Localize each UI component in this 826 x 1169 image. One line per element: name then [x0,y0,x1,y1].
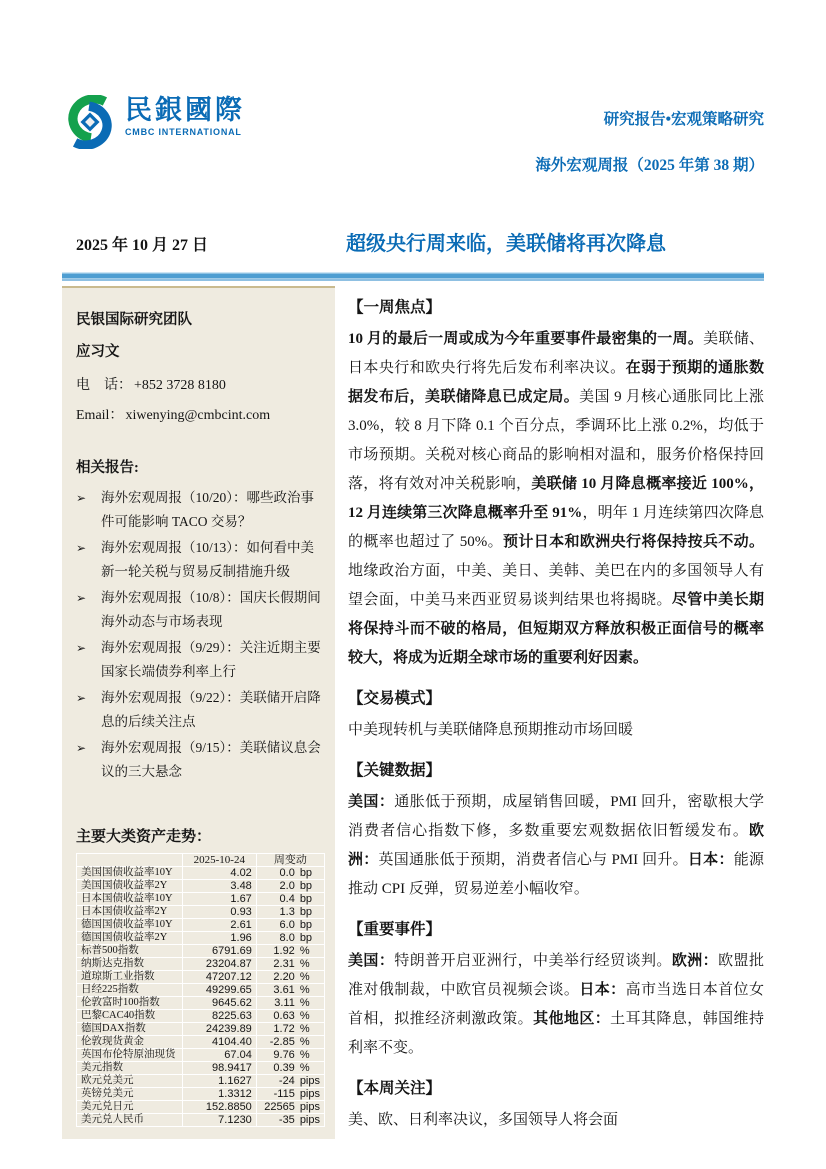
related-report-item [76,636,325,683]
section-heading: 【重要事件】 [348,921,442,938]
section-heading: 【交易模式】 [348,690,442,707]
related-report-label: 海外宏观周报（10/8）：国庆长假期间海外动态与市场表现 [101,590,321,629]
arrow-bullet-icon: ➢ [76,591,87,605]
asset-name: 英镑兑美元 [77,1088,183,1101]
phone-label: 电 话： [76,378,132,393]
title-row [62,227,764,256]
blue-divider [62,272,764,281]
related-report-label: 海外宏观周报（10/20）：哪些政治事件可能影响 TACO 交易？ [101,490,315,529]
asset-change: -115 pips [256,1088,324,1101]
related-report-item [76,686,325,733]
asset-change: -2.85 % [256,1036,324,1049]
asset-change: 2.0 bp [256,880,324,893]
asset-value: 1.1627 [182,1075,256,1088]
asset-row [77,945,325,958]
asset-change: 1.72 % [256,1023,324,1036]
related-reports-list [76,486,325,783]
asset-row [77,932,325,945]
section-heading: 【一周焦点】 [348,299,442,316]
asset-row [77,893,325,906]
related-report-label: 海外宏观周报（10/13）：如何看中美新一轮关税与贸易反制措施升级 [101,540,315,579]
asset-value: 0.93 [182,906,256,919]
arrow-bullet-icon: ➢ [76,741,87,755]
asset-row [77,1088,325,1101]
arrow-bullet-icon: ➢ [76,691,87,705]
asset-name: 美元指数 [77,1062,183,1075]
related-report-item [76,586,325,633]
asset-row [77,971,325,984]
asset-name: 伦敦现货黄金 [77,1036,183,1049]
asset-name: 英国布伦特原油现货 [77,1049,183,1062]
phone-number: +852 3728 8180 [134,378,226,393]
asset-name: 标普500指数 [77,945,183,958]
asset-name: 美国国债收益率10Y [77,867,183,880]
asset-row [77,1049,325,1062]
section-heading: 【本周关注】 [348,1080,442,1097]
main-content [335,286,764,1148]
asset-value: 2.61 [182,919,256,932]
asset-change: 0.39 % [256,1062,324,1075]
asset-row [77,1101,325,1114]
asset-change: 3.61 % [256,984,324,997]
email-line [76,404,325,424]
asset-value: 8225.63 [182,1010,256,1023]
assets-table-title: 主要大类资产走势： [76,829,212,845]
asset-value: 152.8850 [182,1101,256,1114]
paragraph: 美国：通胀低于预期，成屋销售回暖，PMI 回升，密歇根大学消费者信心指数下修，多数重要宏观数据依旧暂缓发布。欧洲：英国通胀低于预期，消费者信心与 PMI 回升。日本：能源推动 CPI 反弹，贸易逆差小幅收窄。 [348,794,764,897]
asset-value: 7.1230 [182,1114,256,1127]
asset-value: 47207.12 [182,971,256,984]
analyst-name: 应习文 [76,344,120,360]
asset-change: 22565 pips [256,1101,324,1114]
asset-row [77,984,325,997]
asset-name: 美国国债收益率2Y [77,880,183,893]
asset-name: 美元兑人民币 [77,1114,183,1127]
assets-table [76,853,325,1127]
asset-name: 欧元兑美元 [77,1075,183,1088]
asset-change: 1.92 % [256,945,324,958]
asset-row [77,1010,325,1023]
asset-name: 伦敦富时100指数 [77,997,183,1010]
asset-row [77,906,325,919]
asset-change: -35 pips [256,1114,324,1127]
page-header [62,0,764,175]
asset-name: 美元兑日元 [77,1101,183,1114]
asset-change: 2.31 % [256,958,324,971]
related-reports-title: 相关报告: [76,460,139,476]
section-heading: 【关键数据】 [348,762,442,779]
asset-value: 24239.89 [182,1023,256,1036]
asset-row [77,1062,325,1075]
asset-value: 1.3312 [182,1088,256,1101]
asset-name: 日本国债收益率2Y [77,906,183,919]
asset-change: 2.20 % [256,971,324,984]
asset-row [77,1114,325,1127]
asset-row [77,867,325,880]
arrow-bullet-icon: ➢ [76,641,87,655]
logo-name-en: CMBC INTERNATIONAL [125,127,242,137]
paragraph: 美、欧、日利率决议，多国领导人将会面 [348,1112,619,1128]
related-report-label: 海外宏观周报（9/22）：美联储开启降息的后续关注点 [101,690,321,729]
asset-value: 23204.87 [182,958,256,971]
email-address: xiwenying@cmbcint.com [125,408,271,423]
asset-value: 1.96 [182,932,256,945]
asset-name: 德国DAX指数 [77,1023,183,1036]
related-report-label: 海外宏观周报（9/15）：美联储议息会议的三大悬念 [101,740,321,779]
asset-change: 0.4 bp [256,893,324,906]
paragraph: 美国：特朗普开启亚洲行，中美举行经贸谈判。欧洲：欧盟批准对俄制裁，中欧官员视频会谈。日本：高市当选日本首位女首相，拟推经济刺激政策。其他地区：土耳其降息，韩国维持利率不变。 [348,953,764,1056]
asset-name: 道琼斯工业指数 [77,971,183,984]
research-team: 民银国际研究团队 [76,312,192,328]
asset-date-header: 2025-10-24 [182,854,256,867]
asset-value: 49299.65 [182,984,256,997]
asset-name: 德国国债收益率10Y [77,919,183,932]
asset-name-header [77,854,183,867]
asset-value: 1.67 [182,893,256,906]
related-report-item [76,536,325,583]
asset-name: 日经225指数 [77,984,183,997]
asset-row [77,1036,325,1049]
paragraph: 中美现转机与美联储降息预期推动市场回暖 [348,722,634,738]
asset-change: 0.0 bp [256,867,324,880]
cmbc-logo-icon [62,95,118,149]
asset-change: 9.76 % [256,1049,324,1062]
arrow-bullet-icon: ➢ [76,541,87,555]
cmbc-logo [62,95,245,149]
asset-value: 9645.62 [182,997,256,1010]
asset-row [77,1075,325,1088]
asset-row [77,958,325,971]
asset-row [77,919,325,932]
header-meta [535,95,764,175]
asset-change: 3.11 % [256,997,324,1010]
logo-text [125,95,245,137]
asset-row [77,880,325,893]
asset-change: 1.3 bp [256,906,324,919]
report-issue: 海外宏观周报（2025 年第 38 期） [535,157,764,174]
asset-change: 0.63 % [256,1010,324,1023]
sidebar [62,286,335,1139]
email-label: Email： [76,408,124,423]
asset-name: 德国国债收益率2Y [77,932,183,945]
related-report-label: 海外宏观周报（9/29）：关注近期主要国家长端债券利率上行 [101,640,321,679]
phone-line [76,374,325,394]
asset-value: 4.02 [182,867,256,880]
arrow-bullet-icon: ➢ [76,491,87,505]
asset-value: 4104.40 [182,1036,256,1049]
asset-row [77,1023,325,1036]
asset-name: 日本国债收益率10Y [77,893,183,906]
asset-name: 巴黎CAC40指数 [77,1010,183,1023]
asset-value: 3.48 [182,880,256,893]
related-report-item [76,486,325,533]
asset-change-header: 周变动 [256,854,324,867]
page-title: 超级央行周来临，美联储将再次降息 [346,233,666,255]
paragraph: 10 月的最后一周或成为今年重要事件最密集的一周。美联储、日本央行和欧央行将先后发布利率决议。在弱于预期的通胀数据发布后，美联储降息已成定局。美国 9 月核心通胀同比上涨 3.0%，较 8 月下降 0.1 个百分点，季调环比上涨 0.2%，均低于市场预期。关税对核心商品的影响相对温和，服务价格保持回落，将有效对冲关税影响，美联储 10 月降息概率接近 100%，12 月连续第三次降息概率升至 91%，明年 1 月连续第四次降息的概率也超过了 50%。预计日本和欧洲央行将保持按兵不动。地缘政治方面，中美、美日、美韩、美巴在内的多国领导人有望会面，中美马来西亚贸易谈判结果也将揭晓。尽管中美长期将保持斗而不破的格局，但短期双方释放积极正面信号的概率较大，将成为近期全球市场的重要利好因素。 [348,331,764,666]
asset-change: 6.0 bp [256,919,324,932]
report-date: 2025 年 10 月 27 日 [76,237,209,254]
related-report-item [76,736,325,783]
asset-value: 67.04 [182,1049,256,1062]
asset-change: 8.0 bp [256,932,324,945]
asset-value: 6791.69 [182,945,256,958]
report-type: 研究报告•宏观策略研究 [603,111,764,128]
asset-name: 纳斯达克指数 [77,958,183,971]
assets-table-header-row [77,854,325,867]
asset-value: 98.9417 [182,1062,256,1075]
logo-name-cn: 民銀國際 [125,95,245,125]
asset-row [77,997,325,1010]
asset-change: -24 pips [256,1075,324,1088]
